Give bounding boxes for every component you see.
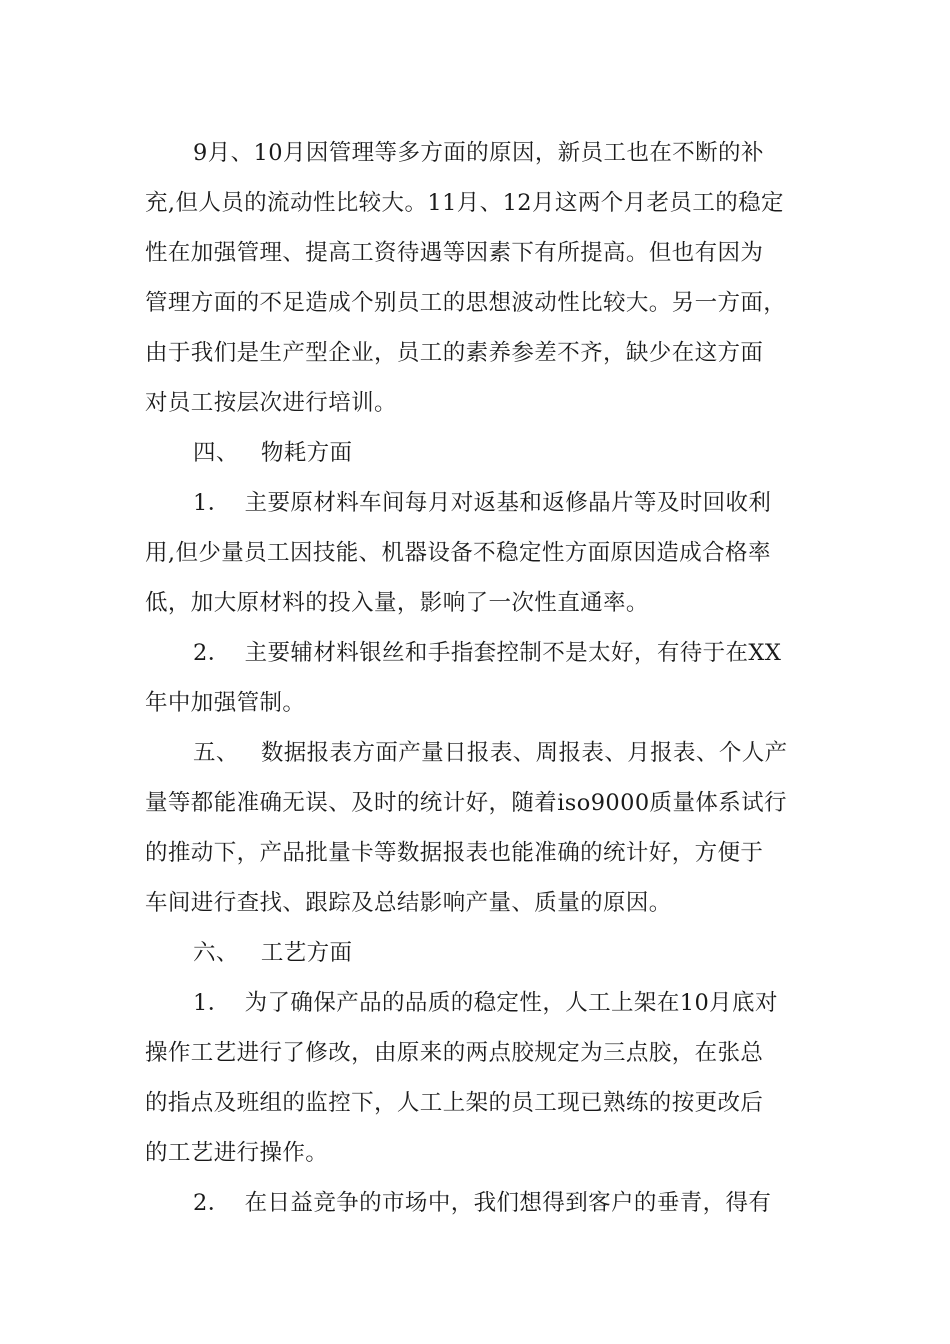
section-number: 四、 (193, 440, 239, 466)
list-number: 2． (193, 640, 231, 666)
paragraph-line: 的指点及班组的监控下，人工上架的员工现已熟练的按更改后 (145, 1090, 764, 1116)
section-number: 五、 (193, 740, 239, 766)
section-title: 数据报表方面产量日报表、周报表、月报表、个人产 (260, 740, 788, 766)
paragraph-line: 车间进行查找、跟踪及总结影响产量、质量的原因。 (145, 890, 672, 916)
list-item (145, 978, 810, 1028)
paragraph-text: 为了确保产品的品质的稳定性，人工上架在10月底对 (244, 990, 778, 1016)
paragraph-text: 主要辅材料银丝和手指套控制不是太好，有待于在XX (244, 640, 782, 666)
document-body (145, 128, 810, 1228)
list-number: 1． (193, 490, 231, 516)
paragraph-line: 管理方面的不足造成个别员工的思想波动性比较大。另一方面， (145, 290, 787, 316)
list-number: 2． (193, 1190, 231, 1216)
section-number: 六、 (193, 940, 239, 966)
paragraph-line: 的推动下，产品批量卡等数据报表也能准确的统计好，方便于 (145, 840, 764, 866)
paragraph-line: 年中加强管制。 (145, 690, 306, 716)
section-heading (145, 428, 810, 478)
paragraph-line: 性在加强管理、提高工资待遇等因素下有所提高。但也有因为 (145, 240, 764, 266)
paragraph-line: 对员工按层次进行培训。 (145, 390, 397, 416)
paragraph-text: 在日益竞争的市场中，我们想得到客户的垂青，得有 (244, 1190, 772, 1216)
section-title: 工艺方面 (260, 940, 353, 966)
paragraph-text: 主要原材料车间每月对返基和返修晶片等及时回收利 (244, 490, 772, 516)
paragraph-line: 充,但人员的流动性比较大。11月、12月这两个月老员工的稳定 (145, 190, 784, 216)
list-item (145, 628, 810, 678)
paragraph-line: 操作工艺进行了修改，由原来的两点胶规定为三点胶，在张总 (145, 1040, 764, 1066)
paragraph-line: 量等都能准确无误、及时的统计好，随着iso9000质量体系试行 (145, 790, 787, 816)
paragraph-line: 低，加大原材料的投入量，影响了一次性直通率。 (145, 590, 649, 616)
paragraph-line: 9月、10月因管理等多方面的原因，新员工也在不断的补 (193, 140, 764, 166)
section-heading (145, 928, 810, 978)
list-item (145, 478, 810, 528)
section-title: 物耗方面 (260, 440, 353, 466)
paragraph-line: 用,但少量员工因技能、机器设备不稳定性方面原因造成合格率 (145, 540, 771, 566)
list-number: 1． (193, 990, 231, 1016)
list-item (145, 1178, 810, 1228)
paragraph-line: 由于我们是生产型企业，员工的素养参差不齐，缺少在这方面 (145, 340, 764, 366)
section-heading (145, 728, 810, 778)
paragraph-line: 的工艺进行操作。 (145, 1140, 329, 1166)
